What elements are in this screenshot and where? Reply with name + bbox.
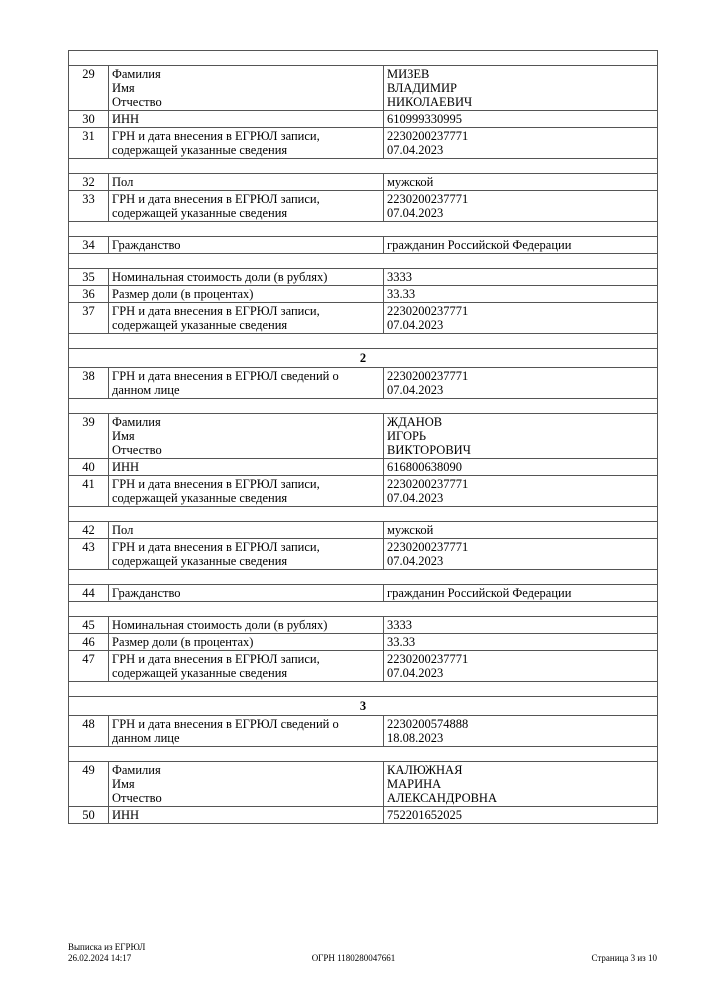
field-label-line: Отчество (112, 791, 162, 805)
row-number: 32 (69, 174, 109, 191)
field-value-line: ИГОРЬ (387, 429, 427, 443)
field-label (109, 716, 384, 747)
row-number: 39 (69, 414, 109, 459)
field-value (384, 634, 658, 651)
field-label-line: Отчество (112, 95, 162, 109)
field-value-line: ВЛАДИМИР (387, 81, 458, 95)
field-label (109, 807, 384, 824)
table-row (69, 476, 658, 507)
field-value-line: КАЛЮЖНАЯ (387, 763, 463, 777)
blank-separator-row (69, 507, 658, 522)
field-value (384, 651, 658, 682)
table-row (69, 459, 658, 476)
field-label-line: Имя (112, 777, 135, 791)
field-value (384, 269, 658, 286)
section-number: 2 (69, 349, 658, 368)
field-label-line: ИНН (112, 808, 140, 822)
field-value-line: 07.04.2023 (387, 206, 444, 220)
table-row (69, 522, 658, 539)
field-label-line: Номинальная стоимость доли (в рублях) (112, 618, 328, 632)
field-value-line: 2230200237771 (387, 304, 469, 318)
field-value (384, 111, 658, 128)
field-value-line: 3333 (387, 618, 412, 632)
field-label (109, 128, 384, 159)
blank-cell (69, 682, 658, 697)
field-label-line: Фамилия (112, 415, 161, 429)
blank-separator-row (69, 682, 658, 697)
field-label (109, 617, 384, 634)
field-value (384, 522, 658, 539)
field-label-line: Имя (112, 81, 135, 95)
field-value-line: ВИКТОРОВИЧ (387, 443, 471, 457)
field-value-line: АЛЕКСАНДРОВНА (387, 791, 497, 805)
field-value-line: 07.04.2023 (387, 491, 444, 505)
field-label (109, 634, 384, 651)
field-value-line: 752201652025 (387, 808, 462, 822)
field-label (109, 237, 384, 254)
field-value (384, 617, 658, 634)
field-value (384, 414, 658, 459)
field-label (109, 286, 384, 303)
table-row (69, 286, 658, 303)
table-row (69, 807, 658, 824)
row-number: 44 (69, 585, 109, 602)
row-number: 48 (69, 716, 109, 747)
field-label-line: ГРН и дата внесения в ЕГРЮЛ записи, содержащей указанные сведения (112, 540, 320, 568)
row-number: 49 (69, 762, 109, 807)
blank-cell (69, 747, 658, 762)
field-label-line: ГРН и дата внесения в ЕГРЮЛ сведений о данном лице (112, 369, 339, 397)
section-header-row (69, 697, 658, 716)
field-value-line: МИЗЕВ (387, 67, 430, 81)
field-label (109, 191, 384, 222)
table-row (69, 634, 658, 651)
field-value-line: 07.04.2023 (387, 383, 444, 397)
field-label-line: Размер доли (в процентах) (112, 635, 254, 649)
row-number: 40 (69, 459, 109, 476)
blank-cell (69, 570, 658, 585)
field-label-line: Гражданство (112, 586, 181, 600)
row-number: 33 (69, 191, 109, 222)
field-label-line: ИНН (112, 460, 140, 474)
field-value (384, 174, 658, 191)
field-value-line: 07.04.2023 (387, 318, 444, 332)
blank-cell (69, 602, 658, 617)
field-value (384, 539, 658, 570)
registry-table-body (69, 51, 658, 824)
section-header-row (69, 349, 658, 368)
field-value-line: гражданин Российской Федерации (387, 586, 572, 600)
field-value-line: 2230200237771 (387, 129, 469, 143)
blank-cell (69, 51, 658, 66)
field-value-line: 3333 (387, 270, 412, 284)
footer-datetime: 26.02.2024 14:17 (68, 953, 132, 963)
field-value (384, 716, 658, 747)
blank-cell (69, 159, 658, 174)
row-number: 35 (69, 269, 109, 286)
blank-separator-row (69, 334, 658, 349)
field-value-line: 2230200237771 (387, 477, 469, 491)
field-label (109, 585, 384, 602)
field-value (384, 476, 658, 507)
row-number: 31 (69, 128, 109, 159)
footer-page-number: Страница 3 из 10 (591, 953, 657, 963)
row-number: 37 (69, 303, 109, 334)
row-number: 36 (69, 286, 109, 303)
field-value-line: мужской (387, 175, 434, 189)
row-number: 45 (69, 617, 109, 634)
field-label (109, 174, 384, 191)
field-value (384, 128, 658, 159)
table-row (69, 66, 658, 111)
field-value-line: 610999330995 (387, 112, 462, 126)
field-label-line: Фамилия (112, 763, 161, 777)
table-row (69, 539, 658, 570)
field-label (109, 651, 384, 682)
field-value-line: 07.04.2023 (387, 143, 444, 157)
registry-table (68, 50, 658, 824)
field-label (109, 303, 384, 334)
field-label (109, 762, 384, 807)
field-label (109, 414, 384, 459)
field-value-line: ЖДАНОВ (387, 415, 443, 429)
table-row (69, 762, 658, 807)
field-value-line: 33.33 (387, 635, 416, 649)
field-label (109, 476, 384, 507)
field-value (384, 286, 658, 303)
field-value-line: МАРИНА (387, 777, 442, 791)
row-number: 47 (69, 651, 109, 682)
field-value (384, 585, 658, 602)
field-label-line: Пол (112, 175, 134, 189)
row-number: 30 (69, 111, 109, 128)
field-label-line: ГРН и дата внесения в ЕГРЮЛ записи, содержащей указанные сведения (112, 652, 320, 680)
blank-cell (69, 254, 658, 269)
blank-separator-row (69, 159, 658, 174)
footer-ogrn: ОГРН 1180280047661 (311, 953, 396, 963)
blank-cell (69, 507, 658, 522)
blank-cell (69, 334, 658, 349)
field-label-line: Номинальная стоимость доли (в рублях) (112, 270, 328, 284)
field-value-line: 33.33 (387, 287, 416, 301)
field-value (384, 66, 658, 111)
table-row (69, 414, 658, 459)
field-label-line: Размер доли (в процентах) (112, 287, 254, 301)
row-number: 43 (69, 539, 109, 570)
field-value (384, 191, 658, 222)
blank-separator-row (69, 570, 658, 585)
table-row (69, 128, 658, 159)
table-row (69, 174, 658, 191)
field-label (109, 459, 384, 476)
table-row (69, 111, 658, 128)
field-value-line: мужской (387, 523, 434, 537)
table-row (69, 716, 658, 747)
table-row (69, 237, 658, 254)
field-value-line: 2230200237771 (387, 192, 469, 206)
field-label-line: ГРН и дата внесения в ЕГРЮЛ записи, содержащей указанные сведения (112, 477, 320, 505)
field-value (384, 762, 658, 807)
field-label-line: ГРН и дата внесения в ЕГРЮЛ записи, содержащей указанные сведения (112, 192, 320, 220)
field-value-line: 2230200237771 (387, 369, 469, 383)
field-value-line: НИКОЛАЕВИЧ (387, 95, 473, 109)
row-number: 50 (69, 807, 109, 824)
field-value (384, 459, 658, 476)
table-row (69, 303, 658, 334)
field-label-line: ИНН (112, 112, 140, 126)
field-label (109, 111, 384, 128)
field-value (384, 807, 658, 824)
table-row (69, 368, 658, 399)
blank-separator-row (69, 399, 658, 414)
field-label-line: ГРН и дата внесения в ЕГРЮЛ записи, содержащей указанные сведения (112, 129, 320, 157)
field-label (109, 66, 384, 111)
table-row (69, 617, 658, 634)
field-value-line: 18.08.2023 (387, 731, 444, 745)
field-label-line: Отчество (112, 443, 162, 457)
field-label-line: Пол (112, 523, 134, 537)
field-value-line: гражданин Российской Федерации (387, 238, 572, 252)
footer-doc-name: Выписка из ЕГРЮЛ (68, 942, 146, 952)
row-number: 46 (69, 634, 109, 651)
row-number: 38 (69, 368, 109, 399)
field-label (109, 269, 384, 286)
field-label-line: Фамилия (112, 67, 161, 81)
blank-separator-row (69, 602, 658, 617)
field-value-line: 2230200237771 (387, 540, 469, 554)
field-label-line: Имя (112, 429, 135, 443)
field-value-line: 2230200574888 (387, 717, 469, 731)
field-value (384, 368, 658, 399)
field-value-line: 616800638090 (387, 460, 462, 474)
blank-cell (69, 399, 658, 414)
row-number: 34 (69, 237, 109, 254)
field-label-line: Гражданство (112, 238, 181, 252)
table-row (69, 651, 658, 682)
row-number: 41 (69, 476, 109, 507)
field-label (109, 368, 384, 399)
blank-separator-row (69, 254, 658, 269)
row-number: 42 (69, 522, 109, 539)
table-row (69, 585, 658, 602)
blank-separator-row (69, 51, 658, 66)
row-number: 29 (69, 66, 109, 111)
field-value-line: 07.04.2023 (387, 666, 444, 680)
table-row (69, 191, 658, 222)
field-label-line: ГРН и дата внесения в ЕГРЮЛ записи, содержащей указанные сведения (112, 304, 320, 332)
section-number: 3 (69, 697, 658, 716)
table-row (69, 269, 658, 286)
blank-separator-row (69, 222, 658, 237)
blank-separator-row (69, 747, 658, 762)
field-value (384, 303, 658, 334)
field-label (109, 522, 384, 539)
field-value-line: 2230200237771 (387, 652, 469, 666)
field-value-line: 07.04.2023 (387, 554, 444, 568)
field-value (384, 237, 658, 254)
field-label-line: ГРН и дата внесения в ЕГРЮЛ сведений о данном лице (112, 717, 339, 745)
blank-cell (69, 222, 658, 237)
field-label (109, 539, 384, 570)
